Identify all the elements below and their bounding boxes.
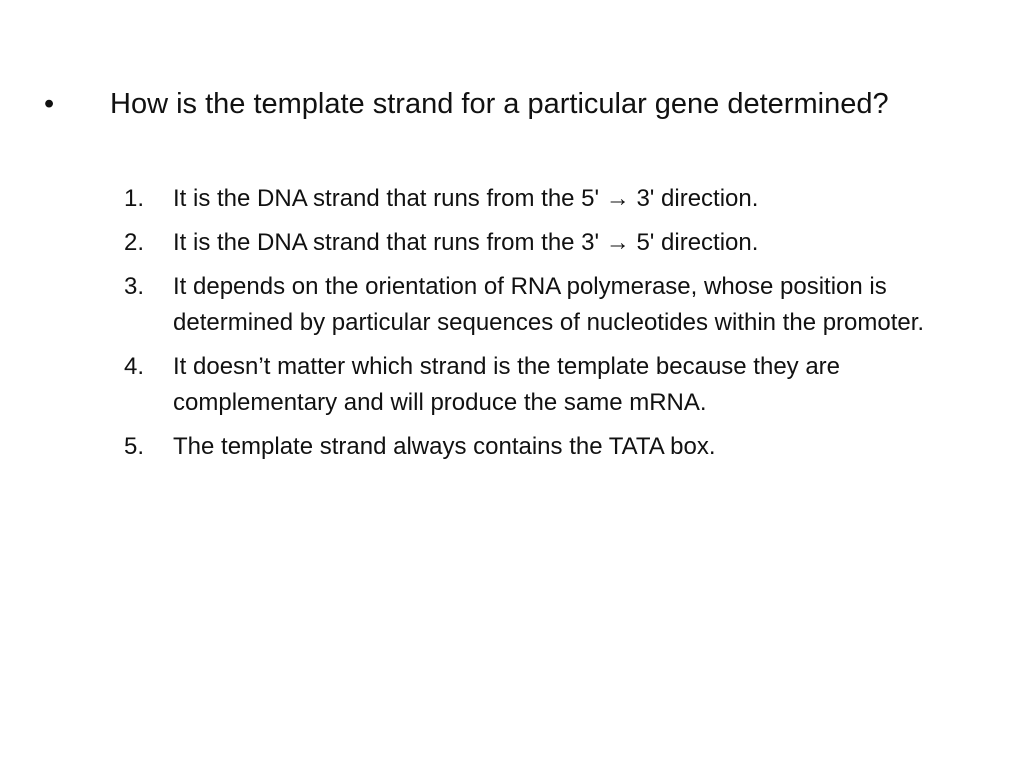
answer-item-4 xyxy=(124,349,974,421)
answer-text: The template strand always contains the TATA box. xyxy=(173,433,716,460)
answer-number: 3. xyxy=(124,273,145,300)
answer-text: It doesn’t matter which strand is the template because they are complementary and will produce the same mRNA. xyxy=(173,353,841,416)
question-block xyxy=(44,84,984,125)
answer-number: 4. xyxy=(124,353,145,380)
answer-item-3 xyxy=(124,269,974,341)
answer-text: It is the DNA strand that runs from the 5' → 3' direction. xyxy=(173,185,759,212)
question-text: How is the template strand for a particular gene determined? xyxy=(110,88,889,120)
answer-list xyxy=(124,181,974,473)
answer-item-1 xyxy=(124,181,974,217)
bullet-marker: • xyxy=(44,88,55,120)
answer-number: 5. xyxy=(124,433,145,460)
answer-text: It is the DNA strand that runs from the 3' → 5' direction. xyxy=(173,229,759,256)
answer-item-2 xyxy=(124,225,974,261)
answer-number: 1. xyxy=(124,185,145,212)
answer-text: It depends on the orientation of RNA polymerase, whose position is determined by particular sequences of nucleotides within the promoter. xyxy=(173,273,925,336)
answer-number: 2. xyxy=(124,229,145,256)
answer-item-5 xyxy=(124,429,974,465)
question-row xyxy=(44,84,984,125)
